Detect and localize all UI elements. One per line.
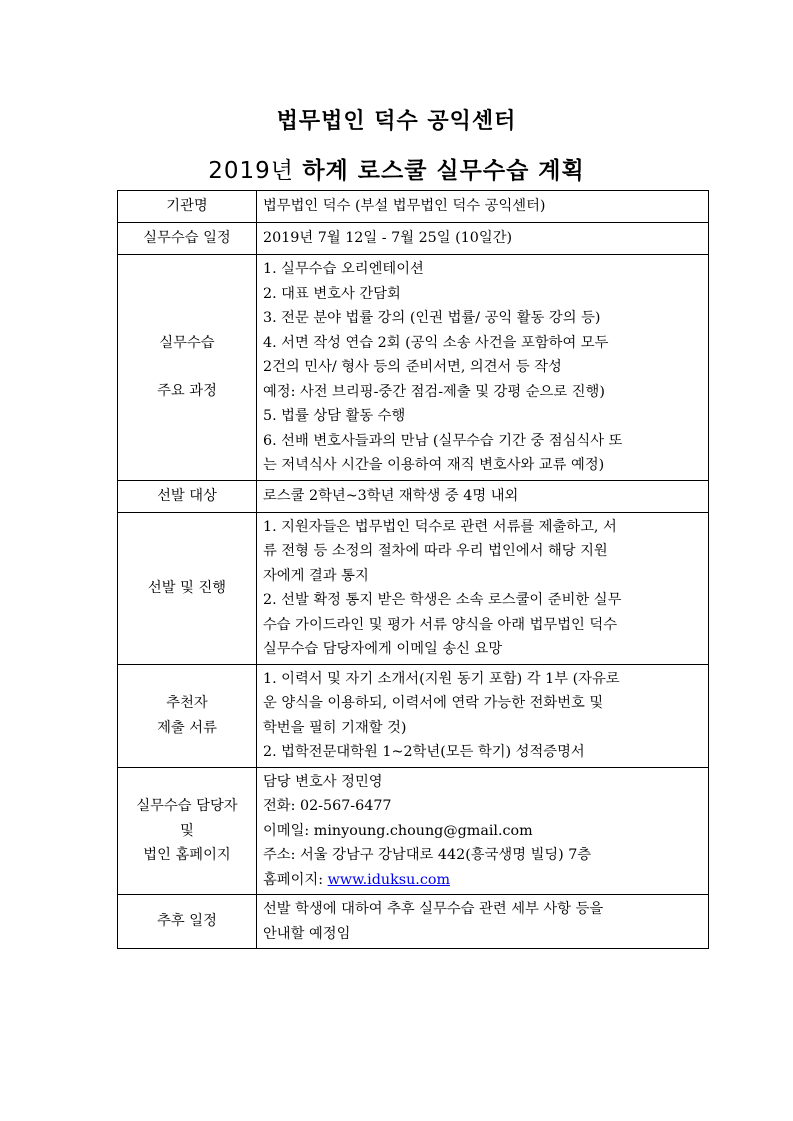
homepage-label: 홈페이지: <box>263 871 328 888</box>
row-org <box>118 191 709 223</box>
contact-homepage <box>263 868 702 893</box>
row-target <box>118 480 709 512</box>
selection-line: 2. 선발 확정 통지 받은 학생은 소속 로스쿨이 준비한 실무 <box>263 592 622 608</box>
contact-phone[interactable]: 전화: 02-567-6477 <box>263 798 392 814</box>
followup-value <box>257 895 709 949</box>
document-subtitle <box>0 152 793 185</box>
course-label-2: 주요 과정 <box>157 383 217 400</box>
row-selection <box>118 512 709 664</box>
documents-label-1: 추천자 <box>166 695 208 711</box>
contact-manager: 담당 변호사 정민영 <box>263 773 383 790</box>
subtitle-year: 2019년 <box>208 158 295 184</box>
course-label <box>118 255 257 481</box>
course-line: 는 저녁식사 시간을 이용하여 재직 변호사와 교류 예정) <box>263 457 605 473</box>
selection-line: 자에게 결과 통지 <box>263 567 369 584</box>
documents-line: 학번을 필히 기재할 것) <box>263 719 407 736</box>
documents-line: 2. 법학전문대학원 1~2학년(모든 학기) 성적증명서 <box>263 744 585 760</box>
contact-email[interactable]: 이메일: minyoung.choung@gmail.com <box>263 822 533 839</box>
org-value: 법무법인 덕수 (부설 법무법인 덕수 공익센터) <box>257 191 709 223</box>
contact-address: 주소: 서울 강남구 강남대로 442(흥국생명 빌딩) 7층 <box>263 847 592 863</box>
row-followup <box>118 895 709 949</box>
followup-line: 안내할 예정임 <box>263 925 351 942</box>
selection-value <box>257 512 709 664</box>
course-line: 2건의 민사/ 형사 등의 준비서면, 의견서 등 작성 <box>263 359 562 375</box>
org-label: 기관명 <box>118 191 257 223</box>
plan-table <box>117 190 709 949</box>
documents-label-2: 제출 서류 <box>157 719 217 736</box>
followup-label: 추후 일정 <box>118 895 257 949</box>
schedule-label: 실무수습 일정 <box>118 223 257 255</box>
course-label-1: 실무수습 <box>159 334 215 351</box>
course-line: 6. 선배 변호사들과의 만남 (실무수습 기간 중 점심식사 또 <box>263 432 623 449</box>
selection-line: 1. 지원자들은 법무법인 덕수로 관련 서류를 제출하고, 서 <box>263 518 617 535</box>
documents-line: 운 양식을 이용하되, 이력서에 연락 가능한 전화번호 및 <box>263 695 604 711</box>
documents-line: 1. 이력서 및 자기 소개서(지원 동기 포함) 각 1부 (자유로 <box>263 670 620 687</box>
target-label: 선발 대상 <box>118 480 257 512</box>
course-line: 3. 전문 분야 법률 강의 (인권 법률/ 공익 활동 강의 등) <box>263 310 601 326</box>
schedule-value: 2019년 7월 12일 - 7월 25일 (10일간) <box>257 223 709 255</box>
contact-value <box>257 767 709 895</box>
documents-value <box>257 664 709 767</box>
row-schedule <box>118 223 709 255</box>
target-value: 로스쿨 2학년~3학년 재학생 중 4명 내외 <box>257 480 709 512</box>
course-line: 1. 실무수습 오리엔테이션 <box>263 261 424 277</box>
contact-label-1: 실무수습 담당자 <box>136 798 238 814</box>
course-value <box>257 255 709 481</box>
followup-line: 선발 학생에 대하여 추후 실무수습 관련 세부 사항 등을 <box>263 901 604 917</box>
document-title: 법무법인 덕수 공익센터 <box>276 109 517 134</box>
selection-line: 수습 가이드라인 및 평가 서류 양식을 아래 법무법인 덕수 <box>263 616 618 633</box>
course-line: 2. 대표 변호사 간담회 <box>263 285 401 302</box>
row-course <box>118 255 709 481</box>
contact-label-2: 및 <box>180 822 194 839</box>
subtitle-rest: 하계 로스쿨 실무수습 계획 <box>302 158 585 184</box>
selection-label: 선발 및 진행 <box>118 512 257 664</box>
course-line: 예정: 사전 브리핑-중간 점검-제출 및 강평 순으로 진행) <box>263 383 605 400</box>
selection-line: 류 전형 등 소정의 절차에 따라 우리 법인에서 해당 지원 <box>263 543 608 559</box>
contact-label <box>118 767 257 895</box>
row-documents <box>118 664 709 767</box>
homepage-link[interactable]: www.iduksu.com <box>327 871 451 888</box>
documents-label <box>118 664 257 767</box>
selection-line: 실무수습 담당자에게 이메일 송신 요망 <box>263 641 503 657</box>
row-contact <box>118 767 709 895</box>
course-line: 4. 서면 작성 연습 2회 (공익 소송 사건을 포함하여 모두 <box>263 334 609 351</box>
contact-label-3: 법인 홈페이지 <box>143 847 231 863</box>
course-line: 5. 법률 상담 활동 수행 <box>263 408 406 424</box>
